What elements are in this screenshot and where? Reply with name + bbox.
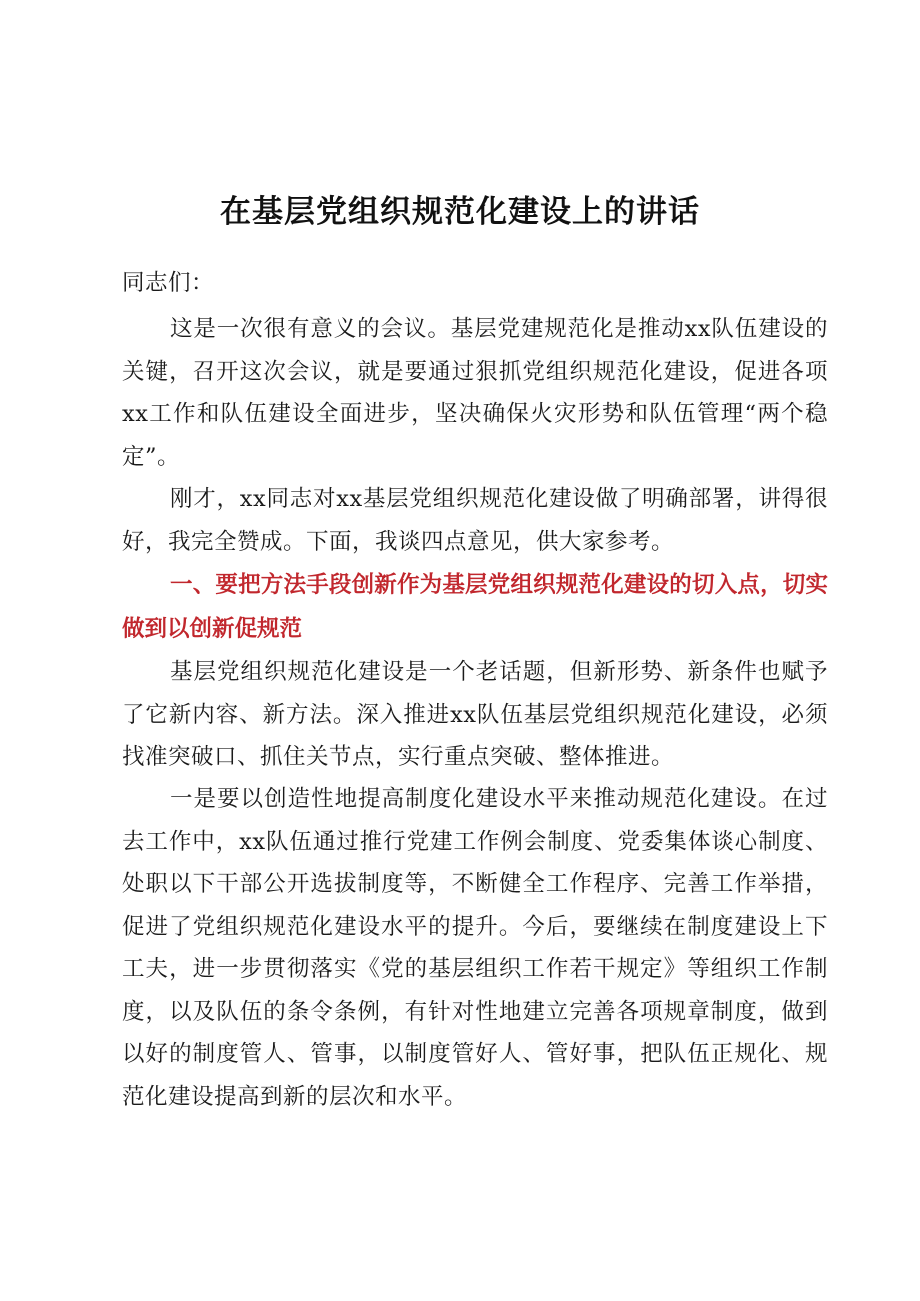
greeting: 同志们： <box>122 270 215 296</box>
paragraph-intro: 这是一次很有意义的会议。基层党建规范化是推动xx队伍建设的关键，召开这次会议，就是要通过狠抓党组织规范化建设，促进各项xx工作和队伍建设全面进步，坚决确保火灾形势和队伍管理“两个稳定”。 <box>122 316 828 470</box>
section1-paragraph-1: 基层党组织规范化建设是一个老话题，但新形势、新条件也赋予了它新内容、新方法。深入推进xx队伍基层党组织规范化建设，必须找准突破口、抓住关节点，实行重点突破、整体推进。 <box>122 659 828 770</box>
section1-paragraph-2: 一是要以创造性地提高制度化建设水平来推动规范化建设。在过去工作中，xx队伍通过推行党建工作例会制度、党委集体谈心制度、处职以下干部公开选拔制度等，不断健全工作程序、完善工作举措，促进了党组织规范化建设水平的提升。今后，要继续在制度建设上下工夫，进一步贯彻落实《党的基层组织工作若干规定》等组织工作制度，以及队伍的条令条例，有针对性地建立完善各项规章制度，做到以好的制度管人、管事，以制度管好人、管好事，把队伍正规化、规范化建设提高到新的层次和水平。 <box>122 786 828 1110</box>
section-heading-1: 一、要把方法手段创新作为基层党组织规范化建设的切入点，切实做到以创新促规范 <box>122 572 828 642</box>
paragraph-opinions: 刚才，xx同志对xx基层党组织规范化建设做了明确部署，讲得很好，我完全赞成。下面，我谈四点意见，供大家参考。 <box>122 486 828 555</box>
document-title: 在基层党组织规范化建设上的讲话 <box>220 194 700 230</box>
